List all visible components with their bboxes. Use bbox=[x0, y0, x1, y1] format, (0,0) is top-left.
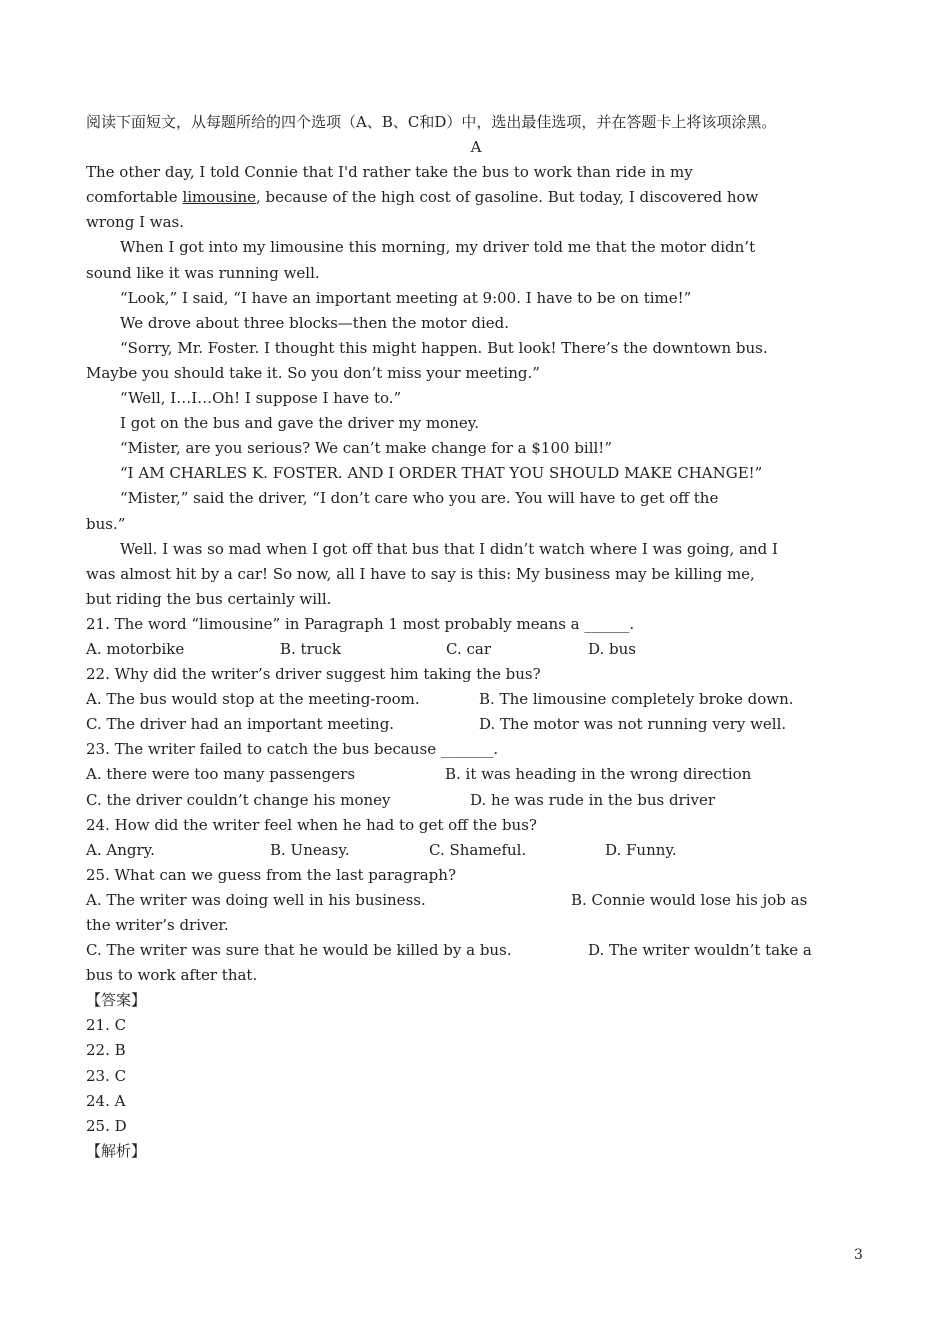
passage-line: We drove about three blocks—then the motor died. bbox=[120, 313, 510, 332]
answer-item: 23. C bbox=[86, 1066, 127, 1085]
passage-line: “Mister, are you serious? We can’t make change for a $100 bill!” bbox=[120, 439, 613, 458]
option-d: D. The motor was not running very well. bbox=[479, 715, 787, 734]
option-a: A. The bus would stop at the meeting-room. bbox=[86, 690, 420, 709]
options-row bbox=[86, 838, 866, 863]
answer-item: 24. A bbox=[86, 1091, 126, 1110]
option-c: C. The writer was sure that he would be killed by a bus. bbox=[86, 941, 512, 960]
options-row bbox=[86, 762, 866, 787]
answer-item: 25. D bbox=[86, 1116, 127, 1135]
passage-line: “I AM CHARLES K. FOSTER. AND I ORDER THAT YOU SHOULD MAKE CHANGE!” bbox=[120, 464, 763, 483]
option-d: D. Funny. bbox=[605, 840, 677, 859]
passage-line: “Well, I…I…Oh! I suppose I have to.” bbox=[120, 389, 402, 408]
passage-line: but riding the bus certainly will. bbox=[86, 589, 332, 608]
passage-line: bus.” bbox=[86, 514, 126, 533]
question-stem: 22. Why did the writer’s driver suggest him taking the bus? bbox=[86, 665, 541, 684]
passage-line: “Look,” I said, “I have an important meeting at 9:00. I have to be on time!” bbox=[120, 288, 692, 307]
option-continuation: bus to work after that. bbox=[86, 966, 258, 985]
answer-item: 22. B bbox=[86, 1041, 126, 1060]
options-row bbox=[86, 788, 866, 813]
option-d: D. bus bbox=[588, 639, 636, 658]
passage-line: Well. I was so mad when I got off that bus that I didn’t watch where I was going, and I bbox=[120, 539, 778, 558]
passage-line: “Sorry, Mr. Foster. I thought this might happen. But look! There’s the downtown bus. bbox=[120, 338, 768, 357]
option-a: A. motorbike bbox=[86, 639, 185, 658]
document-body bbox=[86, 110, 866, 1164]
instruction: 阅读下面短文，从每题所给的四个选项（A、B、C和D）中，选出最佳选项，并在答题卡上将该项涂黑。 bbox=[86, 113, 777, 131]
passage-line: Maybe you should take it. So you don’t miss your meeting.” bbox=[86, 363, 540, 382]
question-stem: 23. The writer failed to catch the bus because _______. bbox=[86, 740, 499, 759]
passage-text: , because of the high cost of gasoline. But today, I discovered how bbox=[255, 188, 759, 207]
option-c: C. car bbox=[446, 639, 491, 658]
option-a: A. Angry. bbox=[86, 840, 155, 859]
passage-line: The other day, I told Connie that I'd rather take the bus to work than ride in my bbox=[86, 163, 693, 182]
option-a: A. The writer was doing well in his business. bbox=[86, 890, 426, 909]
answer-label: 【答案】 bbox=[86, 991, 147, 1010]
options-row bbox=[86, 888, 866, 913]
passage-line: wrong I was. bbox=[86, 213, 185, 232]
option-d: D. he was rude in the bus driver bbox=[470, 790, 716, 809]
option-c: C. Shameful. bbox=[429, 840, 527, 859]
page-number: 3 bbox=[854, 1247, 863, 1263]
passage-line: was almost hit by a car! So now, all I have to say is this: My business may be killing me, bbox=[86, 564, 755, 583]
passage-line: sound like it was running well. bbox=[86, 263, 320, 282]
passage-text: comfortable bbox=[86, 188, 183, 207]
option-continuation: the writer’s driver. bbox=[86, 916, 229, 934]
option-b: B. it was heading in the wrong direction bbox=[445, 765, 752, 784]
answer-item: 21. C bbox=[86, 1016, 127, 1035]
option-b: B. The limousine completely broke down. bbox=[479, 690, 794, 709]
options-row bbox=[86, 637, 866, 662]
section-label: A bbox=[470, 138, 482, 157]
question-stem: 25. What can we guess from the last paragraph? bbox=[86, 865, 456, 884]
passage-line: “Mister,” said the driver, “I don’t care who you are. You will have to get off the bbox=[120, 489, 719, 508]
option-a: A. there were too many passengers bbox=[86, 765, 356, 784]
question-stem: 24. How did the writer feel when he had to get off the bus? bbox=[86, 815, 537, 834]
question-stem: 21. The word “limousine” in Paragraph 1 most probably means a ______. bbox=[86, 614, 635, 633]
option-c: C. the driver couldn’t change his money bbox=[86, 790, 391, 809]
option-b: B. Connie would lose his job as bbox=[571, 890, 808, 909]
analysis-label: 【解析】 bbox=[86, 1141, 147, 1160]
passage-line: When I got into my limousine this morning, my driver told me that the motor didn’t bbox=[120, 238, 756, 257]
options-row bbox=[86, 712, 866, 737]
options-row bbox=[86, 687, 866, 712]
passage-line: I got on the bus and gave the driver my money. bbox=[120, 414, 479, 433]
option-c: C. The driver had an important meeting. bbox=[86, 715, 395, 734]
options-row bbox=[86, 938, 866, 963]
option-b: B. Uneasy. bbox=[270, 840, 350, 859]
underlined-word: limousine bbox=[182, 188, 256, 207]
option-d: D. The writer wouldn’t take a bbox=[588, 941, 812, 960]
option-b: B. truck bbox=[280, 639, 341, 658]
passage-line bbox=[86, 185, 866, 210]
